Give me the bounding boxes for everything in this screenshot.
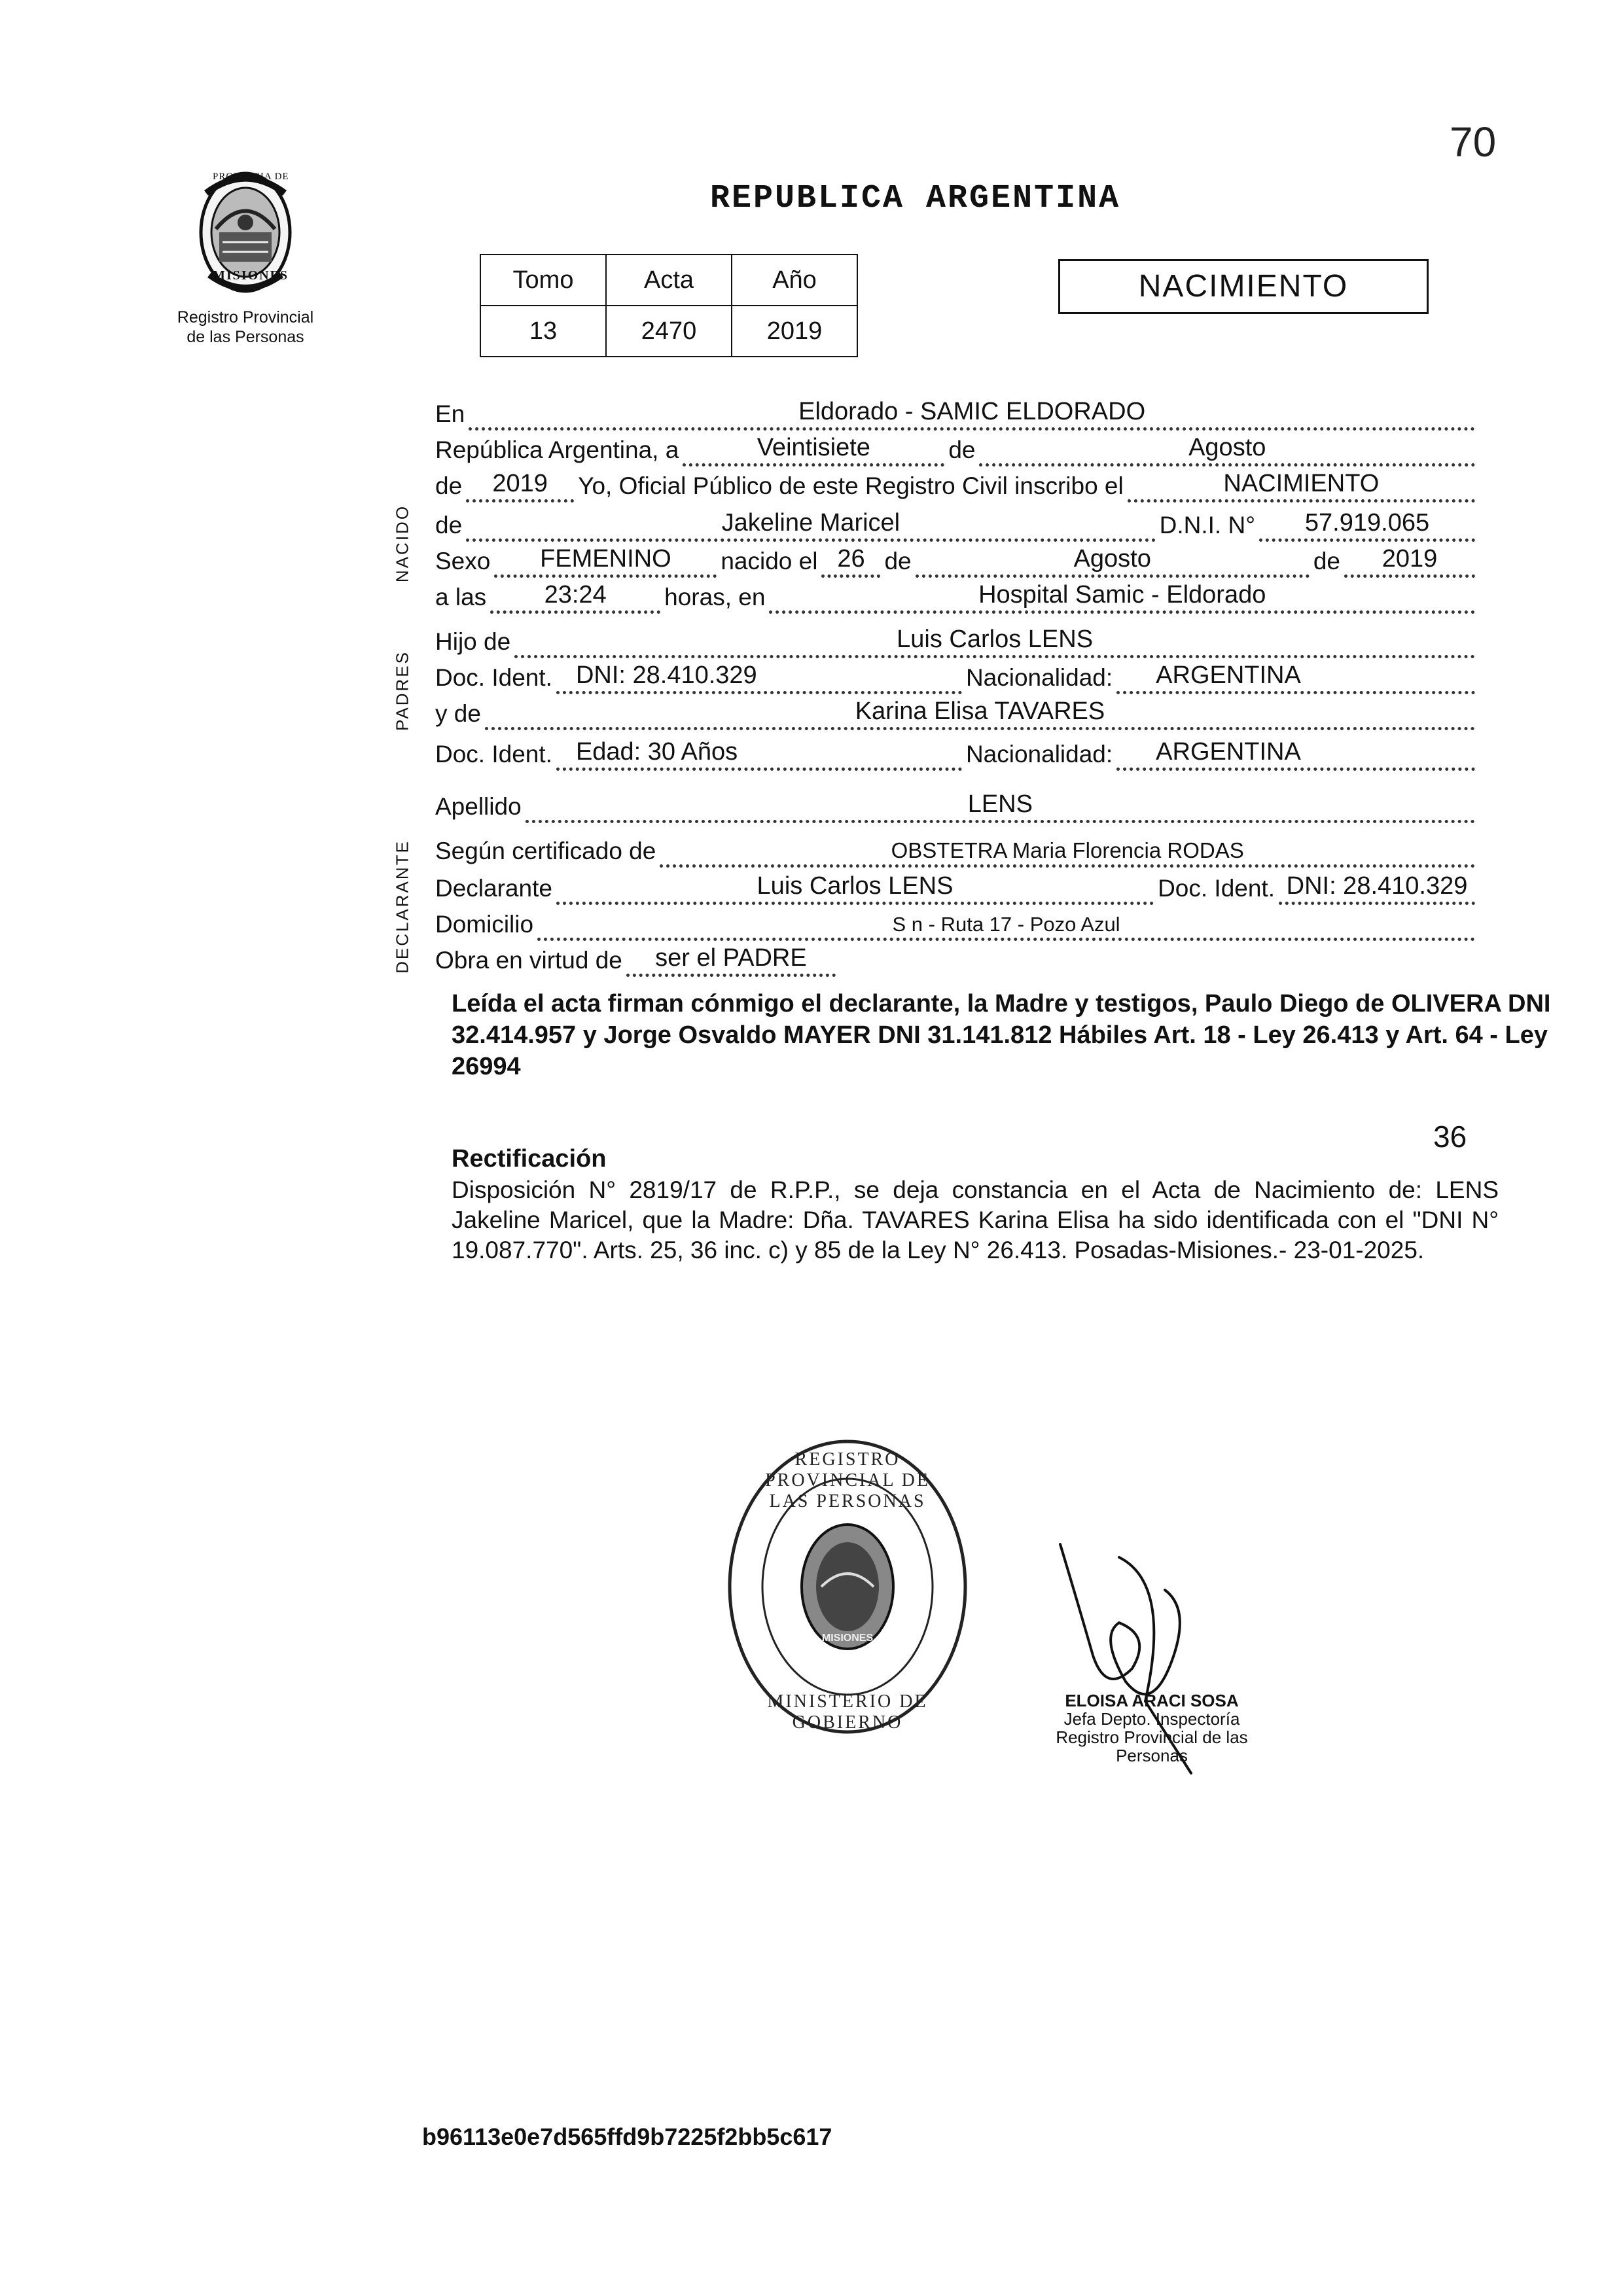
line-madre-doc <box>435 733 1479 771</box>
domicilio-value: S n - Ruta 17 - Pozo Azul <box>892 913 1120 936</box>
rectificacion-body: Disposición N° 2819/17 de R.P.P., se deja constancia en el Acta de Nacimiento de: LENS Jakeline Maricel, que la Madre: Dña. TAVARES Karina Elisa ha sido identificada con el "DNI N° 19.087.770". Arts. 25, 36 inc. c) y 85 de la Ley N° 26.413. Posadas-Misiones.- 23-01-2025. <box>452 1176 1499 1263</box>
line-madre <box>435 692 1479 730</box>
nacido-label: nacido el <box>721 548 818 574</box>
madre-nac-value: ARGENTINA <box>1156 738 1301 766</box>
signature-paragraph: Leída el acta firman cónmigo el declarante, la Madre y testigos, Paulo Diego de OLIVERA DNI 32.414.957 y Jorge Osvaldo MAYER DNI 31.141.812 Hábiles Art. 18 - Ley 26.413 y Art. 64 - Ley 26994 <box>452 990 1551 1080</box>
signatory-name: ELOISA ARACI SOSA <box>1065 1691 1239 1710</box>
sexo-label: Sexo <box>435 548 491 574</box>
dia-value: Veintisiete <box>757 434 870 461</box>
stamp-inner-text: MISIONES <box>821 1633 874 1644</box>
signatory-role: Jefa Depto. Inspectoría <box>1063 1709 1240 1729</box>
record-type-box: NACIMIENTO <box>1058 259 1429 314</box>
document-hash: b96113e0e7d565ffd9b7225f2bb5c617 <box>422 2123 832 2150</box>
rectificacion-title: Rectificación <box>452 1145 607 1173</box>
line-nombre <box>435 504 1479 542</box>
nombre-value: Jakeline Maricel <box>721 509 901 537</box>
stamp-bottom-text: MINISTERIO DE GOBIERNO <box>767 1691 928 1733</box>
rectificacion-number: 36 <box>1433 1120 1467 1154</box>
declarante-label: Declarante <box>435 875 552 902</box>
tomo-value: 13 <box>480 306 606 357</box>
registry-label-line1: Registro Provincial <box>177 308 314 327</box>
nac-dia-value: 26 <box>837 545 865 573</box>
dni-value: 57.919.065 <box>1304 509 1430 537</box>
emblem-top-text: PROVINCIA DE <box>213 171 289 182</box>
line-obra <box>435 939 1479 977</box>
dni-label: D.N.I. N° <box>1159 512 1255 539</box>
apellido-label: Apellido <box>435 793 522 820</box>
emblem-bottom-text: MISIONES <box>213 268 289 283</box>
record-table <box>480 254 858 357</box>
de3-label: de <box>435 512 463 539</box>
record-table-header-row <box>480 255 857 306</box>
line-certificado <box>435 830 1479 868</box>
alas-label: a las <box>435 584 487 610</box>
record-table-header: Año <box>732 255 857 306</box>
line-declarante <box>435 867 1479 905</box>
line-domicilio <box>435 903 1479 941</box>
anio-value: 2019 <box>732 306 857 357</box>
segun-label: Según certificado de <box>435 838 656 864</box>
decl-doc-value: DNI: 28.410.329 <box>1286 872 1468 900</box>
nac-anio-value: 2019 <box>1382 545 1438 573</box>
nacionalidad-label: Nacionalidad: <box>965 664 1113 691</box>
apellido-value: LENS <box>967 790 1033 818</box>
mes-value: Agosto <box>1188 434 1266 461</box>
en-label: En <box>435 400 465 427</box>
signatory-org: Registro Provincial de las Personas <box>1056 1727 1248 1765</box>
registry-label <box>154 308 337 347</box>
side-label-padres: PADRES <box>392 650 412 731</box>
line-fecha <box>435 429 1479 467</box>
hora-value: 23:24 <box>544 581 607 609</box>
republica-label: República Argentina, a <box>435 436 679 463</box>
record-table-value-row <box>480 306 857 357</box>
docid-label: Doc. Ident. <box>435 664 552 691</box>
obra-label: Obra en virtud de <box>435 947 622 974</box>
madre-value: Karina Elisa TAVARES <box>855 698 1105 725</box>
line-inscribo <box>435 465 1479 503</box>
en-value: Eldorado - SAMIC ELDORADO <box>798 398 1146 425</box>
acta-value: 2470 <box>606 306 732 357</box>
line-en <box>435 393 1479 431</box>
line-hora <box>435 576 1479 614</box>
madre-doc-value: Edad: 30 Años <box>575 738 738 766</box>
declarante-value: Luis Carlos LENS <box>757 872 954 900</box>
inscribo-value: NACIMIENTO <box>1223 470 1380 497</box>
domicilio-label: Domicilio <box>435 911 534 938</box>
yo-label: Yo, Oficial Público de este Registro Civil inscribo el <box>578 472 1124 499</box>
docid2-label: Doc. Ident. <box>435 741 552 768</box>
padre-doc-value: DNI: 28.410.329 <box>575 662 757 689</box>
record-table-header: Acta <box>606 255 732 306</box>
decl-doc-label: Doc. Ident. <box>1158 875 1275 902</box>
line-sexo <box>435 540 1479 578</box>
registry-label-line2: de las Personas <box>187 328 304 346</box>
de-label: de <box>948 436 976 463</box>
de5-label: de <box>1313 548 1340 574</box>
segun-value: OBSTETRA Maria Florencia RODAS <box>891 838 1244 862</box>
de2-label: de <box>435 472 463 499</box>
line-apellido <box>435 785 1479 823</box>
padre-nac-value: ARGENTINA <box>1156 662 1301 689</box>
page-number: 70 <box>1450 118 1497 166</box>
nacionalidad2-label: Nacionalidad: <box>965 741 1113 768</box>
signatory-block <box>1021 1691 1283 1765</box>
anio-inscripcion: 2019 <box>492 470 548 497</box>
yde-label: y de <box>435 700 481 727</box>
obra-value: ser el PADRE <box>655 944 807 972</box>
nac-mes-value: Agosto <box>1073 545 1151 573</box>
horas-label: horas, en <box>664 584 766 610</box>
padre-value: Luis Carlos LENS <box>897 626 1094 653</box>
side-label-declarante: DECLARANTE <box>392 839 412 974</box>
record-table-header: Tomo <box>480 255 606 306</box>
hijo-label: Hijo de <box>435 628 511 655</box>
line-hijo <box>435 620 1479 658</box>
sexo-value: FEMENINO <box>540 545 671 573</box>
side-label-nacido: NACIDO <box>392 504 412 583</box>
stamp-ring-text: REGISTRO PROVINCIAL DE LAS PERSONAS <box>765 1449 930 1511</box>
de4-label: de <box>884 548 912 574</box>
line-padre-doc <box>435 656 1479 694</box>
document-title: REPUBLICA ARGENTINA <box>710 180 1121 217</box>
lugar-value: Hospital Samic - Eldorado <box>978 581 1266 609</box>
